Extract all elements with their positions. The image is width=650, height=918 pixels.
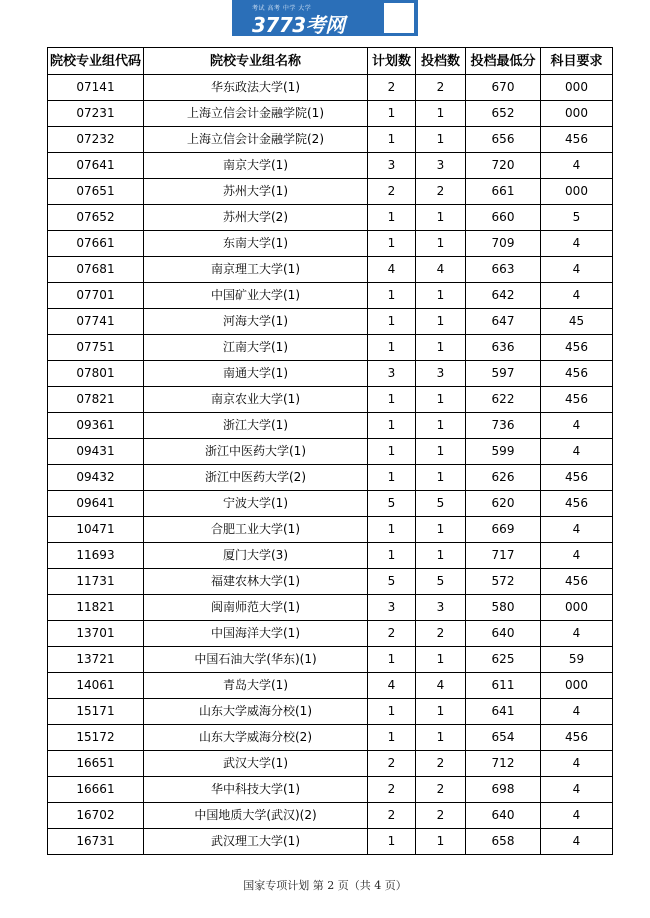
cell-filed-count: 4 — [416, 673, 466, 699]
table-row — [48, 491, 613, 517]
cell-min-score: 709 — [466, 231, 541, 257]
cell-min-score: 698 — [466, 777, 541, 803]
cell-min-score: 656 — [466, 127, 541, 153]
cell-min-score: 647 — [466, 309, 541, 335]
qr-code-icon — [384, 3, 414, 33]
cell-group-code: 09361 — [48, 413, 144, 439]
cell-filed-count: 1 — [416, 647, 466, 673]
cell-min-score: 660 — [466, 205, 541, 231]
cell-plan-count: 3 — [368, 153, 416, 179]
cell-group-code: 16731 — [48, 829, 144, 855]
cell-plan-count: 3 — [368, 361, 416, 387]
cell-plan-count: 1 — [368, 283, 416, 309]
table-row — [48, 595, 613, 621]
cell-group-name: 江南大学(1) — [144, 335, 368, 361]
cell-group-name: 中国地质大学(武汉)(2) — [144, 803, 368, 829]
cell-group-code: 13701 — [48, 621, 144, 647]
table-row — [48, 75, 613, 101]
cell-group-name: 武汉理工大学(1) — [144, 829, 368, 855]
cell-min-score: 670 — [466, 75, 541, 101]
cell-plan-count: 4 — [368, 673, 416, 699]
cell-group-name: 厦门大学(3) — [144, 543, 368, 569]
cell-filed-count: 1 — [416, 309, 466, 335]
cell-group-code: 11821 — [48, 595, 144, 621]
cell-subject-req: 4 — [541, 257, 613, 283]
cell-group-name: 福建农林大学(1) — [144, 569, 368, 595]
cell-filed-count: 2 — [416, 621, 466, 647]
cell-plan-count: 2 — [368, 75, 416, 101]
cell-subject-req: 456 — [541, 465, 613, 491]
header-group-code: 院校专业组代码 — [48, 48, 144, 75]
cell-subject-req: 4 — [541, 517, 613, 543]
cell-plan-count: 2 — [368, 751, 416, 777]
table-row — [48, 829, 613, 855]
cell-subject-req: 4 — [541, 439, 613, 465]
cell-group-name: 华中科技大学(1) — [144, 777, 368, 803]
cell-plan-count: 1 — [368, 335, 416, 361]
cell-min-score: 636 — [466, 335, 541, 361]
cell-group-name: 合肥工业大学(1) — [144, 517, 368, 543]
cell-group-code: 07701 — [48, 283, 144, 309]
cell-filed-count: 5 — [416, 569, 466, 595]
table-row — [48, 647, 613, 673]
table-row — [48, 335, 613, 361]
cell-group-code: 07801 — [48, 361, 144, 387]
cell-filed-count: 1 — [416, 101, 466, 127]
cell-filed-count: 1 — [416, 335, 466, 361]
header-filed-count: 投档数 — [416, 48, 466, 75]
cell-group-name: 宁波大学(1) — [144, 491, 368, 517]
cell-group-name: 浙江大学(1) — [144, 413, 368, 439]
table-row — [48, 517, 613, 543]
cell-group-code: 07681 — [48, 257, 144, 283]
cell-plan-count: 2 — [368, 803, 416, 829]
cell-min-score: 599 — [466, 439, 541, 465]
table-row — [48, 465, 613, 491]
page-footer: 国家专项计划 第 2 页（共 4 页） — [243, 879, 407, 892]
cell-subject-req: 59 — [541, 647, 613, 673]
cell-filed-count: 1 — [416, 465, 466, 491]
cell-plan-count: 1 — [368, 439, 416, 465]
cell-min-score: 626 — [466, 465, 541, 491]
cell-filed-count: 1 — [416, 543, 466, 569]
cell-subject-req: 456 — [541, 387, 613, 413]
cell-subject-req: 456 — [541, 335, 613, 361]
cell-min-score: 736 — [466, 413, 541, 439]
cell-subject-req: 4 — [541, 699, 613, 725]
cell-filed-count: 1 — [416, 699, 466, 725]
cell-plan-count: 5 — [368, 491, 416, 517]
cell-group-code: 10471 — [48, 517, 144, 543]
cell-plan-count: 1 — [368, 699, 416, 725]
table-row — [48, 725, 613, 751]
cell-subject-req: 000 — [541, 673, 613, 699]
table-row — [48, 283, 613, 309]
cell-min-score: 620 — [466, 491, 541, 517]
cell-group-name: 闽南师范大学(1) — [144, 595, 368, 621]
cell-min-score: 580 — [466, 595, 541, 621]
cell-plan-count: 2 — [368, 777, 416, 803]
header-group-name: 院校专业组名称 — [144, 48, 368, 75]
table-row — [48, 205, 613, 231]
cell-filed-count: 2 — [416, 803, 466, 829]
cell-group-name: 苏州大学(2) — [144, 205, 368, 231]
cell-filed-count: 2 — [416, 179, 466, 205]
cell-group-code: 07651 — [48, 179, 144, 205]
cell-filed-count: 2 — [416, 777, 466, 803]
cell-subject-req: 000 — [541, 101, 613, 127]
cell-group-name: 中国石油大学(华东)(1) — [144, 647, 368, 673]
cell-group-code: 09641 — [48, 491, 144, 517]
cell-plan-count: 4 — [368, 257, 416, 283]
admission-score-table — [47, 47, 613, 855]
cell-group-code: 09431 — [48, 439, 144, 465]
cell-subject-req: 4 — [541, 621, 613, 647]
cell-subject-req: 4 — [541, 829, 613, 855]
cell-plan-count: 1 — [368, 647, 416, 673]
cell-subject-req: 4 — [541, 283, 613, 309]
cell-min-score: 652 — [466, 101, 541, 127]
cell-subject-req: 4 — [541, 777, 613, 803]
cell-group-name: 南京大学(1) — [144, 153, 368, 179]
cell-min-score: 654 — [466, 725, 541, 751]
cell-min-score: 712 — [466, 751, 541, 777]
cell-filed-count: 1 — [416, 231, 466, 257]
table-header-row — [48, 48, 613, 75]
cell-group-code: 07232 — [48, 127, 144, 153]
cell-group-code: 07741 — [48, 309, 144, 335]
cell-filed-count: 2 — [416, 75, 466, 101]
table-row — [48, 803, 613, 829]
logo-brand: 3773考网 — [252, 13, 345, 36]
cell-group-name: 中国矿业大学(1) — [144, 283, 368, 309]
cell-group-name: 山东大学威海分校(2) — [144, 725, 368, 751]
table-row — [48, 309, 613, 335]
cell-subject-req: 4 — [541, 231, 613, 257]
cell-min-score: 720 — [466, 153, 541, 179]
cell-group-code: 16651 — [48, 751, 144, 777]
cell-filed-count: 4 — [416, 257, 466, 283]
cell-min-score: 669 — [466, 517, 541, 543]
cell-min-score: 642 — [466, 283, 541, 309]
table-row — [48, 127, 613, 153]
table-row — [48, 413, 613, 439]
table-row — [48, 361, 613, 387]
cell-group-name: 华东政法大学(1) — [144, 75, 368, 101]
table-row — [48, 387, 613, 413]
cell-group-code: 07751 — [48, 335, 144, 361]
cell-subject-req: 4 — [541, 803, 613, 829]
cell-group-name: 上海立信会计金融学院(1) — [144, 101, 368, 127]
site-logo — [232, 0, 418, 36]
cell-filed-count: 3 — [416, 361, 466, 387]
cell-subject-req: 456 — [541, 361, 613, 387]
cell-group-code: 09432 — [48, 465, 144, 491]
cell-group-code: 07661 — [48, 231, 144, 257]
cell-group-code: 11731 — [48, 569, 144, 595]
cell-filed-count: 1 — [416, 439, 466, 465]
cell-plan-count: 1 — [368, 829, 416, 855]
table-row — [48, 751, 613, 777]
cell-group-name: 山东大学威海分校(1) — [144, 699, 368, 725]
cell-group-code: 11693 — [48, 543, 144, 569]
cell-filed-count: 1 — [416, 413, 466, 439]
cell-group-name: 南京理工大学(1) — [144, 257, 368, 283]
table-row — [48, 439, 613, 465]
cell-plan-count: 1 — [368, 543, 416, 569]
cell-group-code: 07141 — [48, 75, 144, 101]
cell-group-code: 16702 — [48, 803, 144, 829]
cell-group-name: 东南大学(1) — [144, 231, 368, 257]
cell-min-score: 640 — [466, 621, 541, 647]
cell-min-score: 717 — [466, 543, 541, 569]
cell-group-name: 南通大学(1) — [144, 361, 368, 387]
cell-plan-count: 2 — [368, 179, 416, 205]
table-row — [48, 673, 613, 699]
header-min-score: 投档最低分 — [466, 48, 541, 75]
cell-group-code: 14061 — [48, 673, 144, 699]
cell-group-code: 13721 — [48, 647, 144, 673]
cell-group-name: 南京农业大学(1) — [144, 387, 368, 413]
cell-subject-req: 000 — [541, 179, 613, 205]
cell-group-name: 浙江中医药大学(1) — [144, 439, 368, 465]
cell-plan-count: 5 — [368, 569, 416, 595]
cell-plan-count: 1 — [368, 231, 416, 257]
cell-min-score: 641 — [466, 699, 541, 725]
cell-plan-count: 1 — [368, 517, 416, 543]
table-row — [48, 543, 613, 569]
cell-filed-count: 1 — [416, 829, 466, 855]
cell-filed-count: 1 — [416, 725, 466, 751]
cell-filed-count: 2 — [416, 751, 466, 777]
cell-group-code: 07231 — [48, 101, 144, 127]
header-subject-req: 科目要求 — [541, 48, 613, 75]
table-row — [48, 777, 613, 803]
cell-subject-req: 45 — [541, 309, 613, 335]
cell-plan-count: 1 — [368, 309, 416, 335]
cell-min-score: 622 — [466, 387, 541, 413]
cell-plan-count: 1 — [368, 387, 416, 413]
cell-plan-count: 1 — [368, 205, 416, 231]
cell-plan-count: 1 — [368, 465, 416, 491]
cell-group-name: 青岛大学(1) — [144, 673, 368, 699]
logo-tagline: 考试 高考 中学 大学 — [252, 5, 312, 12]
cell-subject-req: 456 — [541, 491, 613, 517]
header-plan-count: 计划数 — [368, 48, 416, 75]
table-row — [48, 101, 613, 127]
table-row — [48, 699, 613, 725]
cell-min-score: 597 — [466, 361, 541, 387]
table-row — [48, 153, 613, 179]
table-row — [48, 179, 613, 205]
cell-subject-req: 456 — [541, 127, 613, 153]
table-row — [48, 621, 613, 647]
cell-min-score: 640 — [466, 803, 541, 829]
cell-plan-count: 1 — [368, 413, 416, 439]
cell-plan-count: 1 — [368, 101, 416, 127]
cell-subject-req: 4 — [541, 153, 613, 179]
table-row — [48, 231, 613, 257]
cell-filed-count: 3 — [416, 595, 466, 621]
cell-min-score: 611 — [466, 673, 541, 699]
cell-min-score: 658 — [466, 829, 541, 855]
cell-subject-req: 4 — [541, 413, 613, 439]
cell-group-code: 16661 — [48, 777, 144, 803]
cell-min-score: 661 — [466, 179, 541, 205]
cell-group-code: 07641 — [48, 153, 144, 179]
cell-group-code: 15171 — [48, 699, 144, 725]
table-row — [48, 569, 613, 595]
cell-subject-req: 456 — [541, 725, 613, 751]
cell-group-code: 07821 — [48, 387, 144, 413]
cell-group-name: 武汉大学(1) — [144, 751, 368, 777]
cell-min-score: 625 — [466, 647, 541, 673]
table-row — [48, 257, 613, 283]
cell-group-code: 07652 — [48, 205, 144, 231]
cell-min-score: 572 — [466, 569, 541, 595]
cell-filed-count: 5 — [416, 491, 466, 517]
cell-subject-req: 4 — [541, 751, 613, 777]
cell-plan-count: 3 — [368, 595, 416, 621]
cell-group-name: 浙江中医药大学(2) — [144, 465, 368, 491]
cell-subject-req: 4 — [541, 543, 613, 569]
cell-subject-req: 000 — [541, 595, 613, 621]
cell-plan-count: 1 — [368, 725, 416, 751]
cell-group-name: 中国海洋大学(1) — [144, 621, 368, 647]
cell-subject-req: 456 — [541, 569, 613, 595]
cell-filed-count: 3 — [416, 153, 466, 179]
cell-group-code: 15172 — [48, 725, 144, 751]
cell-group-name: 苏州大学(1) — [144, 179, 368, 205]
cell-filed-count: 1 — [416, 127, 466, 153]
cell-filed-count: 1 — [416, 283, 466, 309]
cell-plan-count: 2 — [368, 621, 416, 647]
cell-filed-count: 1 — [416, 517, 466, 543]
cell-subject-req: 000 — [541, 75, 613, 101]
cell-subject-req: 5 — [541, 205, 613, 231]
cell-filed-count: 1 — [416, 387, 466, 413]
cell-min-score: 663 — [466, 257, 541, 283]
cell-filed-count: 1 — [416, 205, 466, 231]
cell-group-name: 上海立信会计金融学院(2) — [144, 127, 368, 153]
cell-plan-count: 1 — [368, 127, 416, 153]
cell-group-name: 河海大学(1) — [144, 309, 368, 335]
